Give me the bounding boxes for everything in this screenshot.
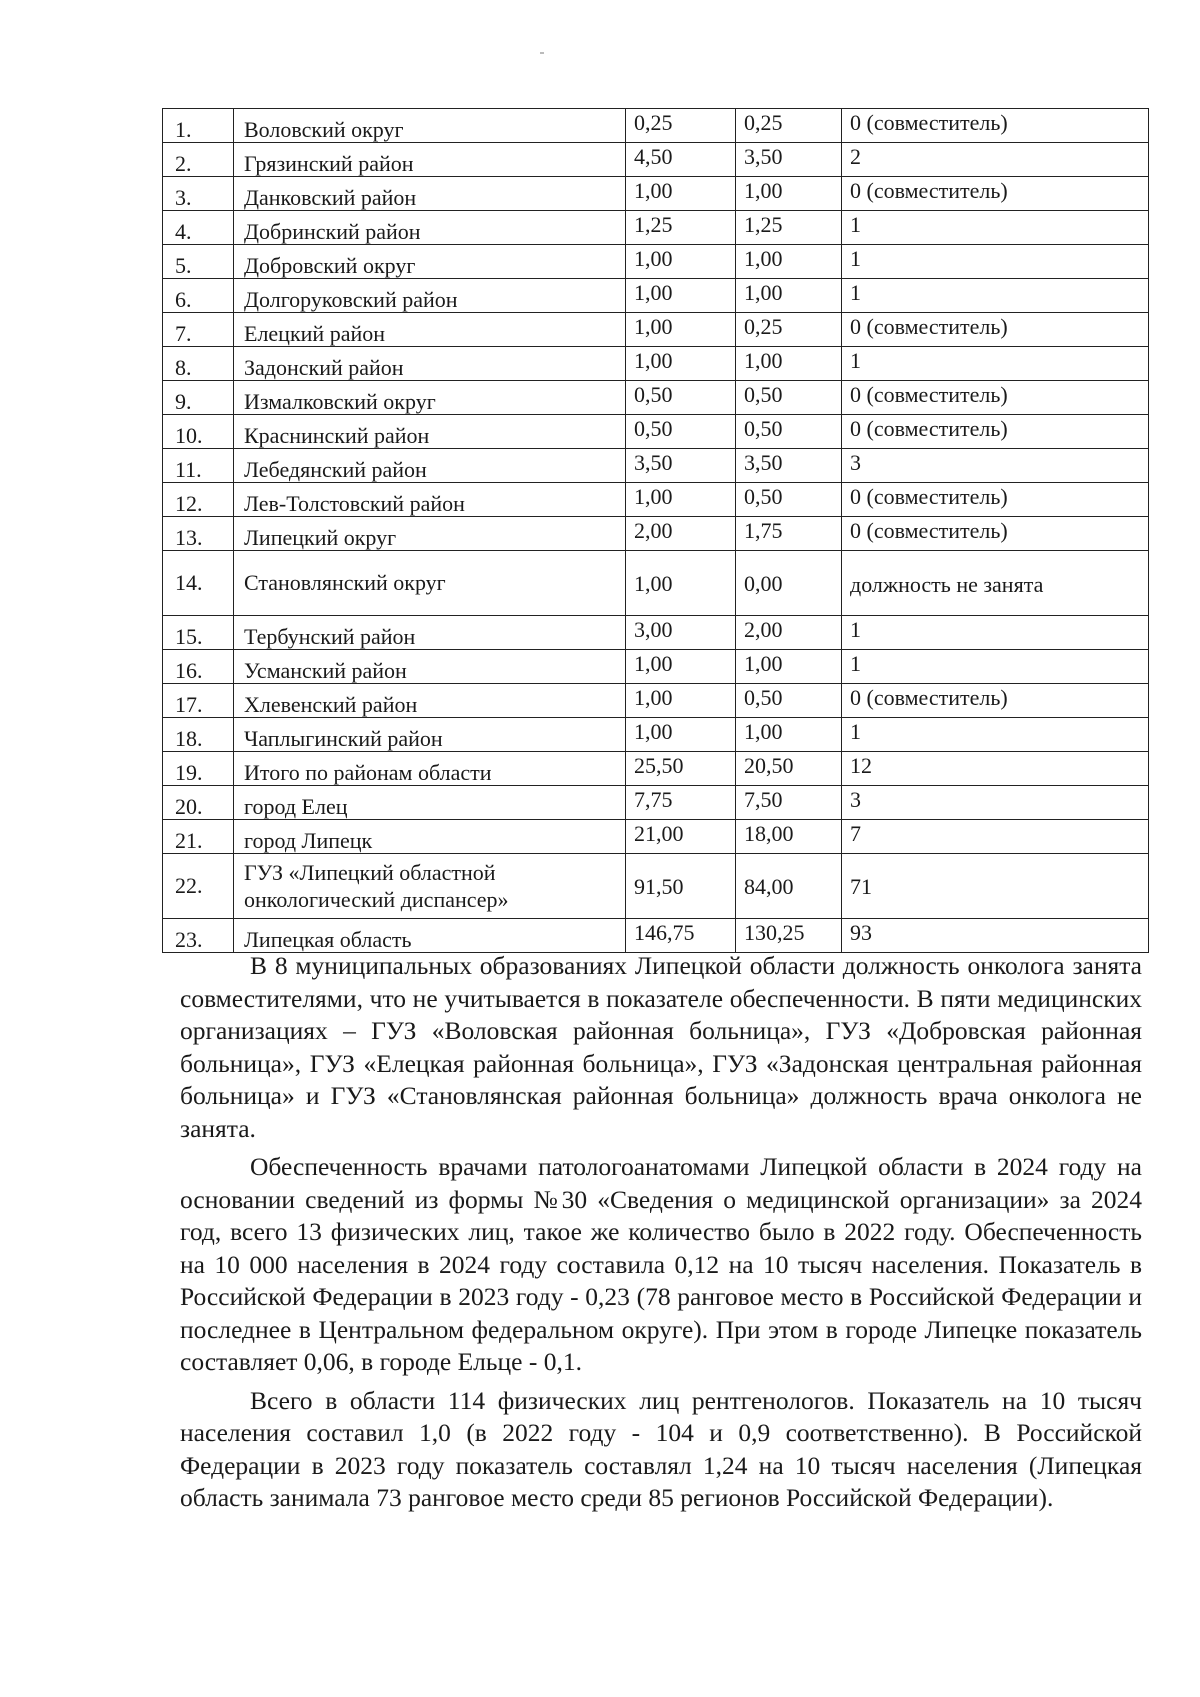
table-row [163, 381, 1149, 415]
table-row [163, 245, 1149, 279]
staff-positions: 1,00 [626, 245, 736, 279]
occupied-positions: 1,00 [736, 177, 842, 211]
occupied-positions: 1,00 [736, 279, 842, 313]
row-number: 3. [163, 177, 234, 211]
staff-positions: 1,00 [626, 650, 736, 684]
occupied-positions: 7,50 [736, 786, 842, 820]
paragraph-oncologists: В 8 муниципальных образованиях Липецкой области должность онколога занята совместителями, что не учитывается в показателе обеспеченности. В пяти медицинских организациях – ГУЗ «Воловская районная больница», ГУЗ «Добровская районная больница», ГУЗ «Елецкая районная больница», ГУЗ «Задонская центральная районная больница» и ГУЗ «Становлянская районная больница» должность врача онколога не занята. [180, 951, 1142, 1143]
body-text [180, 950, 1142, 1521]
occupied-positions: 1,25 [736, 211, 842, 245]
row-number: 7. [163, 313, 234, 347]
row-number: 10. [163, 415, 234, 449]
table-row [163, 347, 1149, 381]
staff-positions: 0,50 [626, 381, 736, 415]
occupied-positions: 0,25 [736, 313, 842, 347]
occupied-positions: 1,00 [736, 245, 842, 279]
district-name: Добринский район [234, 211, 626, 245]
staff-positions: 7,75 [626, 786, 736, 820]
staffing-table [162, 108, 1149, 953]
physical-persons: 0 (совместитель) [842, 517, 1149, 551]
district-name: Данковский район [234, 177, 626, 211]
physical-persons: 71 [842, 854, 1149, 919]
physical-persons: 0 (совместитель) [842, 109, 1149, 143]
row-number: 21. [163, 820, 234, 854]
physical-persons: 1 [842, 616, 1149, 650]
staff-positions: 1,00 [626, 177, 736, 211]
staff-positions: 146,75 [626, 919, 736, 953]
row-number: 20. [163, 786, 234, 820]
staff-positions: 1,00 [626, 279, 736, 313]
district-name: Становлянский округ [234, 551, 626, 616]
district-name: Чаплыгинский район [234, 718, 626, 752]
staff-positions: 1,25 [626, 211, 736, 245]
district-name: Измалковский округ [234, 381, 626, 415]
table-row [163, 449, 1149, 483]
physical-persons: 0 (совместитель) [842, 313, 1149, 347]
district-name: Долгоруковский район [234, 279, 626, 313]
row-number: 12. [163, 483, 234, 517]
district-name: Хлевенский район [234, 684, 626, 718]
row-number: 14. [163, 551, 234, 616]
table-row [163, 177, 1149, 211]
row-number: 9. [163, 381, 234, 415]
district-name: Елецкий район [234, 313, 626, 347]
staff-positions: 1,00 [626, 551, 736, 616]
staff-positions: 1,00 [626, 313, 736, 347]
staffing-table-body [163, 109, 1149, 953]
paragraph-radiologists: Всего в области 114 физических лиц рентгенологов. Показатель на 10 тысяч населения составил 1,0 (в 2022 году - 104 и 0,9 соответственно). В Российской Федерации в 2023 году показатель составлял 1,24 на 10 тысяч населения (Липецкая область занимала 73 ранговое место среди 85 регионов Российской Федерации). [180, 1385, 1142, 1512]
physical-persons: 0 (совместитель) [842, 177, 1149, 211]
occupied-positions: 130,25 [736, 919, 842, 953]
scan-artifact [540, 52, 544, 54]
table-row [163, 415, 1149, 449]
physical-persons: 1 [842, 718, 1149, 752]
table-row [163, 483, 1149, 517]
physical-persons: 7 [842, 820, 1149, 854]
district-name: Липецкая область [234, 919, 626, 953]
row-number: 17. [163, 684, 234, 718]
occupied-positions: 0,50 [736, 684, 842, 718]
occupied-positions: 18,00 [736, 820, 842, 854]
occupied-positions: 1,00 [736, 347, 842, 381]
physical-persons: 1 [842, 279, 1149, 313]
occupied-positions: 84,00 [736, 854, 842, 919]
table-row [163, 752, 1149, 786]
district-name: Усманский район [234, 650, 626, 684]
staff-positions: 2,00 [626, 517, 736, 551]
district-name: Итого по районам области [234, 752, 626, 786]
staff-positions: 0,25 [626, 109, 736, 143]
table-row [163, 650, 1149, 684]
row-number: 11. [163, 449, 234, 483]
occupied-positions: 1,00 [736, 718, 842, 752]
row-number: 18. [163, 718, 234, 752]
row-number: 22. [163, 854, 234, 919]
staff-positions: 25,50 [626, 752, 736, 786]
physical-persons: 3 [842, 786, 1149, 820]
physical-persons: 12 [842, 752, 1149, 786]
table-row [163, 820, 1149, 854]
physical-persons: должность не занята [842, 551, 1149, 616]
row-number: 16. [163, 650, 234, 684]
table-row [163, 517, 1149, 551]
physical-persons: 1 [842, 650, 1149, 684]
table-row [163, 313, 1149, 347]
staff-positions: 0,50 [626, 415, 736, 449]
district-name: город Липецк [234, 820, 626, 854]
occupied-positions: 20,50 [736, 752, 842, 786]
occupied-positions: 1,75 [736, 517, 842, 551]
row-number: 13. [163, 517, 234, 551]
staff-positions: 3,50 [626, 449, 736, 483]
physical-persons: 3 [842, 449, 1149, 483]
staff-positions: 1,00 [626, 483, 736, 517]
row-number: 8. [163, 347, 234, 381]
district-name: Грязинский район [234, 143, 626, 177]
occupied-positions: 3,50 [736, 143, 842, 177]
table-row [163, 109, 1149, 143]
physical-persons: 1 [842, 211, 1149, 245]
occupied-positions: 0,50 [736, 483, 842, 517]
district-name: Лебедянский район [234, 449, 626, 483]
table-row [163, 211, 1149, 245]
table-row [163, 718, 1149, 752]
table-row [163, 616, 1149, 650]
physical-persons: 0 (совместитель) [842, 381, 1149, 415]
staff-positions: 21,00 [626, 820, 736, 854]
occupied-positions: 3,50 [736, 449, 842, 483]
row-number: 23. [163, 919, 234, 953]
table-row [163, 854, 1149, 919]
staff-positions: 1,00 [626, 718, 736, 752]
table-row [163, 143, 1149, 177]
table-row [163, 786, 1149, 820]
staff-positions: 1,00 [626, 684, 736, 718]
table-row [163, 279, 1149, 313]
row-number: 19. [163, 752, 234, 786]
row-number: 6. [163, 279, 234, 313]
occupied-positions: 0,00 [736, 551, 842, 616]
district-name: город Елец [234, 786, 626, 820]
row-number: 5. [163, 245, 234, 279]
district-name: Задонский район [234, 347, 626, 381]
district-name: Добровский округ [234, 245, 626, 279]
physical-persons: 0 (совместитель) [842, 415, 1149, 449]
paragraph-pathologists: Обеспеченность врачами патологоанатомами Липецкой области в 2024 году на основании сведений из формы №30 «Сведения о медицинской организации» за 2024 год, всего 13 физических лиц, такое же количество было в 2022 году. Обеспеченность на 10 000 населения в 2024 году составила 0,12 на 10 тысяч населения. Показатель в Российской Федерации в 2023 году - 0,23 (78 ранговое место в Российской Федерации и последнее в Центральном федеральном округе). При этом в городе Липецке показатель составляет 0,06, в городе Ельце - 0,1. [180, 1152, 1142, 1376]
physical-persons: 93 [842, 919, 1149, 953]
physical-persons: 0 (совместитель) [842, 684, 1149, 718]
table-row [163, 551, 1149, 616]
staff-positions: 4,50 [626, 143, 736, 177]
occupied-positions: 0,25 [736, 109, 842, 143]
district-name: ГУЗ «Липецкий областной онкологический диспансер» [234, 854, 626, 919]
district-name: Воловский округ [234, 109, 626, 143]
staff-positions: 3,00 [626, 616, 736, 650]
occupied-positions: 0,50 [736, 381, 842, 415]
district-name: Липецкий округ [234, 517, 626, 551]
district-name: Тербунский район [234, 616, 626, 650]
staff-positions: 1,00 [626, 347, 736, 381]
physical-persons: 2 [842, 143, 1149, 177]
physical-persons: 1 [842, 347, 1149, 381]
row-number: 4. [163, 211, 234, 245]
table-row [163, 684, 1149, 718]
row-number: 2. [163, 143, 234, 177]
table-row [163, 919, 1149, 953]
occupied-positions: 1,00 [736, 650, 842, 684]
occupied-positions: 0,50 [736, 415, 842, 449]
district-name: Краснинский район [234, 415, 626, 449]
row-number: 1. [163, 109, 234, 143]
physical-persons: 1 [842, 245, 1149, 279]
staff-positions: 91,50 [626, 854, 736, 919]
occupied-positions: 2,00 [736, 616, 842, 650]
physical-persons: 0 (совместитель) [842, 483, 1149, 517]
district-name: Лев-Толстовский район [234, 483, 626, 517]
row-number: 15. [163, 616, 234, 650]
